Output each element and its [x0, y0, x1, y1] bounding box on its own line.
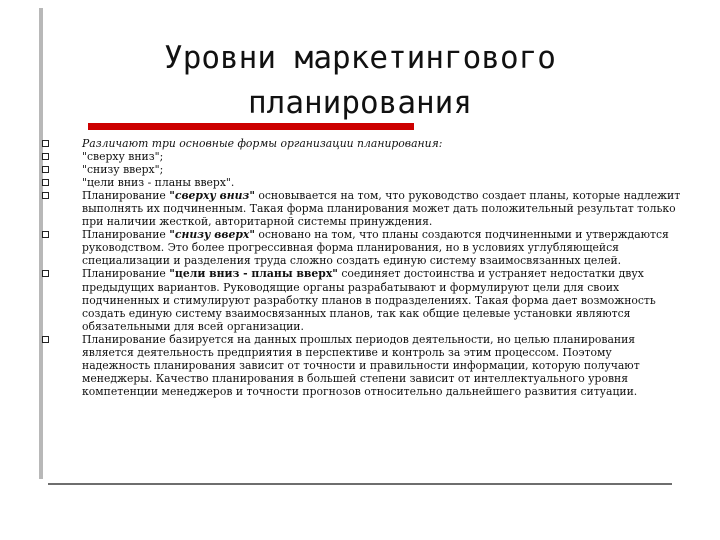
list-item — [42, 176, 682, 189]
hollow-square-bullet-icon — [42, 140, 49, 147]
hollow-square-bullet-icon — [42, 270, 49, 277]
hollow-square-bullet-icon — [42, 336, 49, 343]
list-item — [42, 333, 682, 398]
hollow-square-bullet-icon — [42, 192, 49, 199]
hollow-square-bullet-icon — [42, 231, 49, 238]
list-item-text — [82, 228, 682, 267]
hollow-square-bullet-icon — [42, 179, 49, 186]
list-item-description: основывается на том, что руководство создает планы, которые надлежит выполнять их подчиненным. Такая форма планирования может дать положительный результат только при наличии жесткой, авторитарной системы принуждения. — [82, 189, 681, 229]
planning-form-term: "снизу вверх" — [169, 228, 255, 242]
list-item-description: основано на том, что планы создаются подчиненными и утверждаются руководством. Это более прогрессивная форма планирования, но в условиях углубляющейся специализации и разделения труда сложно создать единую систему взаимосвязанных целей. — [82, 228, 669, 268]
list-item — [42, 189, 682, 228]
list-item — [42, 228, 682, 267]
list-item — [42, 137, 682, 150]
slide-title — [150, 36, 570, 126]
list-item-text — [82, 189, 682, 228]
slide-frame-bottom-line — [48, 483, 672, 485]
list-item-prefix: Планирование — [82, 228, 170, 242]
title-accent-bar — [88, 123, 414, 130]
list-item-text: Различают три основные формы организации планирования: — [82, 137, 443, 150]
list-item-prefix: Планирование — [82, 189, 170, 203]
slide-title-line-1: Уровни маркетингового — [164, 40, 556, 76]
list-item-text: "цели вниз - планы вверх". — [82, 176, 235, 190]
slide-title-line-2: планирования — [248, 85, 472, 121]
hollow-square-bullet-icon — [42, 166, 49, 173]
bullet-list — [42, 137, 682, 398]
list-item — [42, 163, 682, 176]
list-item-text: "сверху вниз"; — [82, 150, 164, 164]
hollow-square-bullet-icon — [42, 153, 49, 160]
list-item-prefix: Планирование — [82, 267, 170, 281]
list-item-text: "снизу вверх"; — [82, 163, 164, 177]
list-item-description: соединяет достоинства и устраняет недостатки двух предыдущих вариантов. Руководящие органы разрабатывают и формулируют цели для своих подчиненных и стимулируют разработку планов в подразделениях. Такая форма дает возможность создать единую систему взаимосвязанных планов, так как общие целевые установки являются обязательными для всей организации. — [82, 267, 656, 333]
planning-form-term: "цели вниз - планы вверх" — [169, 267, 338, 281]
list-item-text — [82, 267, 682, 332]
list-item — [42, 150, 682, 163]
planning-form-term: "сверху вниз" — [169, 189, 255, 203]
list-item-text: Планирование базируется на данных прошлых периодов деятельности, но целью планирования является деятельность предприятия в перспективе и контроль за этим процессом. Поэтому надежность планирования зависит от точности и правильности информации, которую получают менеджеры. Качество планирования в большей степени зависит от интеллектуального уровня компетенции менеджеров и точности прогнозов относительно дальнейшего развития ситуации. — [82, 332, 640, 398]
list-item — [42, 267, 682, 332]
